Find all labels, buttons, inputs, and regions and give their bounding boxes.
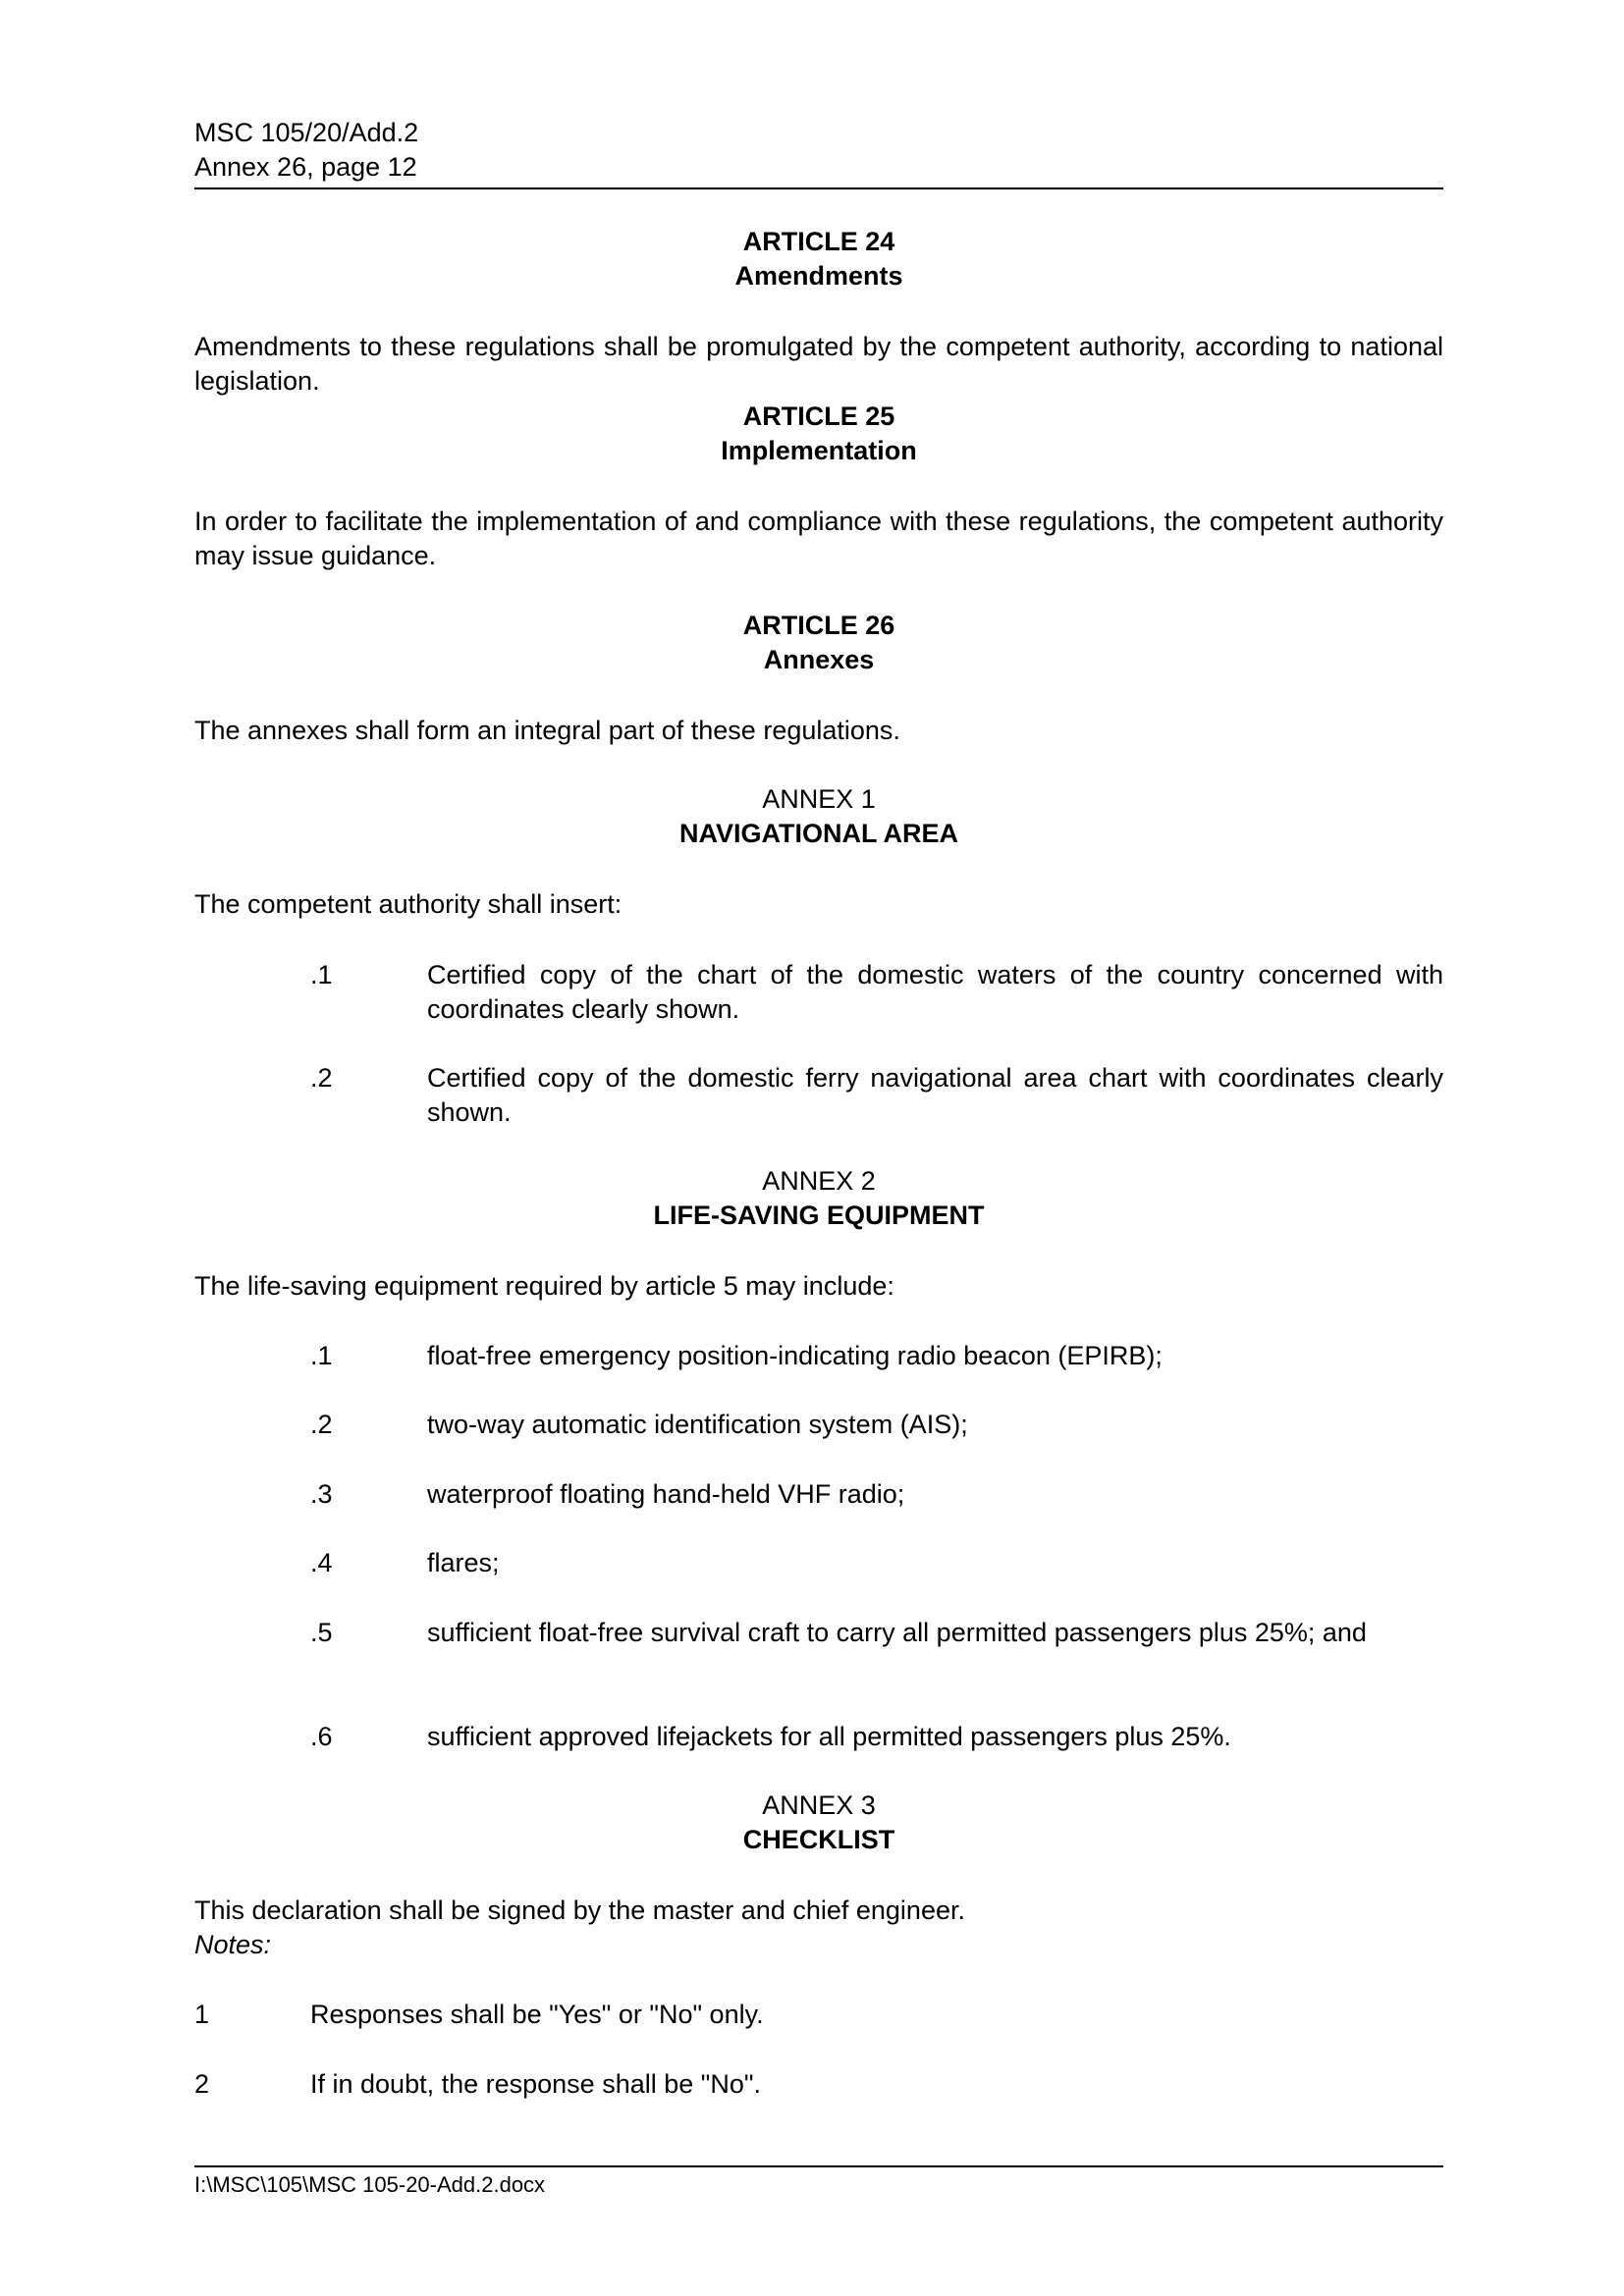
header-rule [194, 187, 1443, 189]
annex-1-heading [194, 782, 1443, 851]
article-24-subtitle: Amendments [734, 261, 903, 291]
article-24-title: ARTICLE 24 [742, 227, 895, 256]
annex-3-title: ANNEX 3 [762, 1790, 876, 1820]
article-26-title: ARTICLE 26 [742, 611, 895, 640]
article-26-subtitle: Annexes [763, 645, 875, 674]
annex-2-subtitle: LIFE-SAVING EQUIPMENT [653, 1201, 985, 1230]
footer-rule [194, 2165, 1443, 2167]
article-24-heading [194, 225, 1443, 294]
page-header [194, 116, 1443, 185]
article-25-body: In order to facilitate the implementation of and compliance with these regulations, the competent authority may issue guidance. [194, 507, 1443, 570]
annex-3-heading [194, 1789, 1443, 1857]
footer-file-path: I:\MSC\105\MSC 105-20-Add.2.docx [194, 2172, 546, 2197]
article-24-body: Amendments to these regulations shall be promulgated by the competent authority, according to national legislation. [194, 332, 1443, 396]
article-25-title: ARTICLE 25 [742, 401, 895, 431]
annex-3-intro: This declaration shall be signed by the master and chief engineer. Notes: [194, 1894, 1443, 1962]
article-25-subtitle: Implementation [721, 436, 917, 465]
header-doc-number: MSC 105/20/Add.2 [194, 118, 419, 147]
article-26-heading [194, 609, 1443, 677]
article-25-heading [194, 400, 1443, 468]
document-page: MSC 105/20/Add.2 Annex 26, page 12 ARTICLE 24 Amendments Amendments to these regulations shall be promulgated by the competent authority, according to national legislation. ARTICLE 25 Implementation In order to facilitate the implementation of and compliance with these regulations, the competent authority may issue guidance. ARTICLE 26 Annexes The annexes shall form an integral part of these regulations. ANNEX 1 NAVIGATIONAL AREA The competent authority shall insert: .1 Certified copy of the chart of the domestic waters of the country concerned with coordinates clearly shown. .2 Certified copy of the domestic ferry navigational area chart with coordinates clearly shown. ANNEX 2 LIFE-SAVING EQUIPMENT The life-saving equipment required by article 5 may include: .1 float-free emergency position-indicating radio beacon (EPIRB); .2 two-way automatic identification system (AIS); .3 waterproof floating hand-held VHF radio; .4 flares; .5 sufficient float-free survival craft to carry all permitted passengers plus 25%; and .6 sufficient approved lifejackets for all permitted passengers plus 25%. ANNEX 3 CHECKLIST This declaration shall be signed by the master and chief engineer. Notes: 1 Responses shall be "Yes" or "No" only. 2 If in doubt, the response shall be "No". I:\MSC\105\MSC 105-20-Add.2.docx [194, 118, 1443, 2197]
notes-label: Notes: [194, 1930, 272, 1959]
annex-2-heading [194, 1164, 1443, 1233]
annex-3-subtitle: CHECKLIST [742, 1825, 895, 1854]
annex-1-intro: The competent authority shall insert: [194, 889, 623, 919]
annex-2-intro: The life-saving equipment required by article 5 may include: [194, 1271, 894, 1301]
annex-2-title: ANNEX 2 [762, 1166, 876, 1196]
annex-1-title: ANNEX 1 [762, 784, 876, 814]
header-page-ref: Annex 26, page 12 [194, 152, 417, 182]
annex-1-subtitle: NAVIGATIONAL AREA [678, 819, 958, 848]
article-26-body: The annexes shall form an integral part of these regulations. [194, 716, 900, 745]
